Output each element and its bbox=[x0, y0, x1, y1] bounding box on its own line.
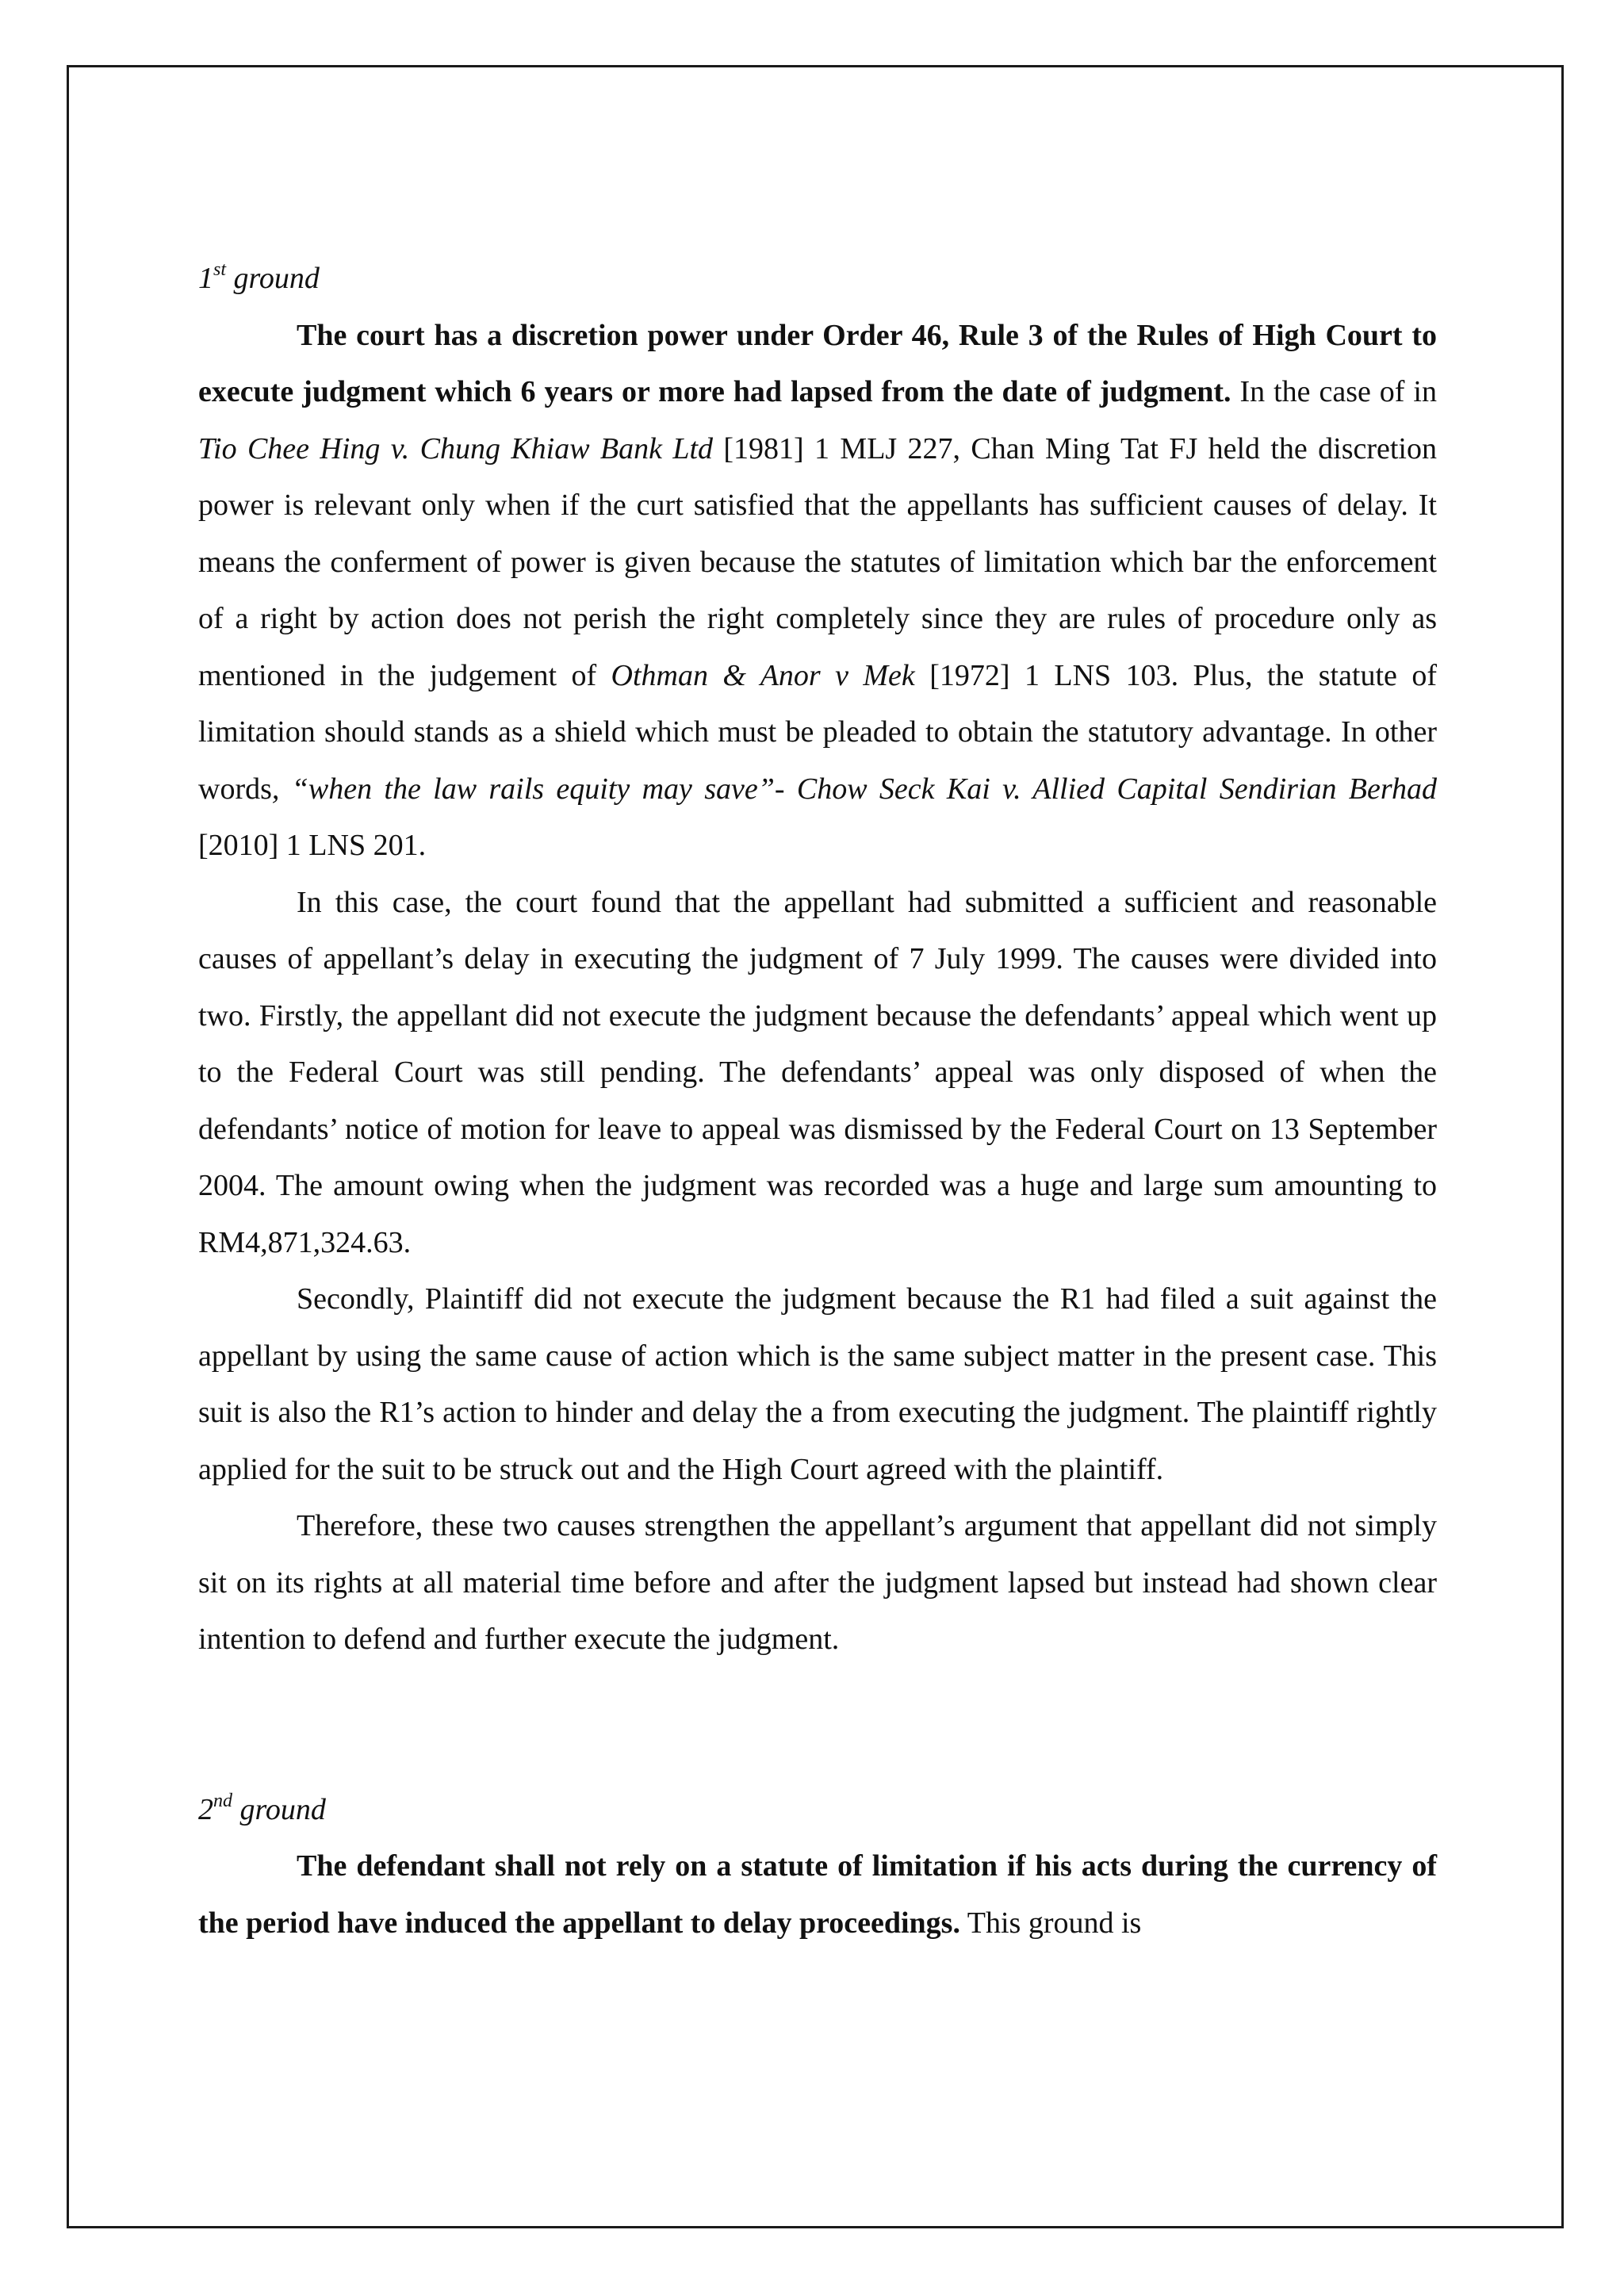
section-heading-2: 2nd ground bbox=[198, 1790, 326, 1826]
quoted-citation: , “when the law rails equity may save”- Chow Seck Kai v. Allied Capital Sendirian Berhad bbox=[271, 772, 1437, 806]
paragraph-1: The court has a discretion power under Order 46, Rule 3 of the Rules of High Court to execute judgment which 6 years or more had lapsed from the date of judgment. In the case of in Tio Chee Hing v. Chung Khiaw Bank Ltd [1981] 1 MLJ 227, Chan Ming Tat FJ held the discretion power is relevant only when if the curt satisfied that the appellants has sufficient causes of delay. It means the conferment of power is given because the statutes of limitation which bar the enforcement of a right by action does not perish the right completely since they are rules of procedure only as mentioned in the judgement of Othman & Anor v Mek [1972] 1 LNS 103. Plus, the statute of limitation should stands as a shield which must be pleaded to obtain the statutory advantage. In other words, “when the law rails equity may save”- Chow Seck Kai v. Allied Capital Sendirian Berhad [2010] 1 LNS 201. bbox=[198, 318, 1437, 862]
ground-statement: The court has a discretion power under Order 46, Rule 3 of the Rules of High Court to execute judgment which 6 years or more had lapsed from the date of judgment. bbox=[198, 318, 1437, 408]
paragraph-4: Therefore, these two causes strengthen the appellant’s argument that appellant did not simply sit on its rights at all material time before and after the judgment lapsed but instead had shown clear intention to defend and further execute the judgment. bbox=[198, 1509, 1437, 1656]
ground-statement: The defendant shall not rely on a statute of limitation if his acts during the currency of the period have induced the appellant to delay proceedings. bbox=[198, 1849, 1437, 1940]
paragraph-2: In this case, the court found that the appellant had submitted a sufficient and reasonable causes of appellant’s delay in executing the judgment of 7 July 1999. The causes were divided into two. Firstly, the appellant did not execute the judgment because the defendants’ appeal which went up to the Federal Court was still pending. The defendants’ appeal was only disposed of when the defendants’ notice of motion for leave to appeal was dismissed by the Federal Court on 13 September 2004. The amount owing when the judgment was recorded was a huge and large sum amounting to RM4,871,324.63. bbox=[198, 885, 1437, 1259]
section-spacer bbox=[198, 1669, 1437, 1782]
section-heading-1: 1st ground bbox=[198, 259, 320, 295]
case-citation: Othman & Anor v Mek bbox=[611, 658, 915, 692]
document-body bbox=[198, 251, 1437, 1952]
paragraph-5: The defendant shall not rely on a statute of limitation if his acts during the currency of the period have induced the appellant to delay proceedings. This ground is bbox=[198, 1849, 1437, 1940]
paragraph-3: Secondly, Plaintiff did not execute the judgment because the R1 had filed a suit against the appellant by using the same cause of action which is the same subject matter in the present case. This suit is also the R1’s action to hinder and delay the a from executing the judgment. The plaintiff rightly applied for the suit to be struck out and the High Court agreed with the plaintiff. bbox=[198, 1282, 1437, 1486]
case-citation: Tio Chee Hing v. Chung Khiaw Bank Ltd bbox=[198, 431, 714, 466]
